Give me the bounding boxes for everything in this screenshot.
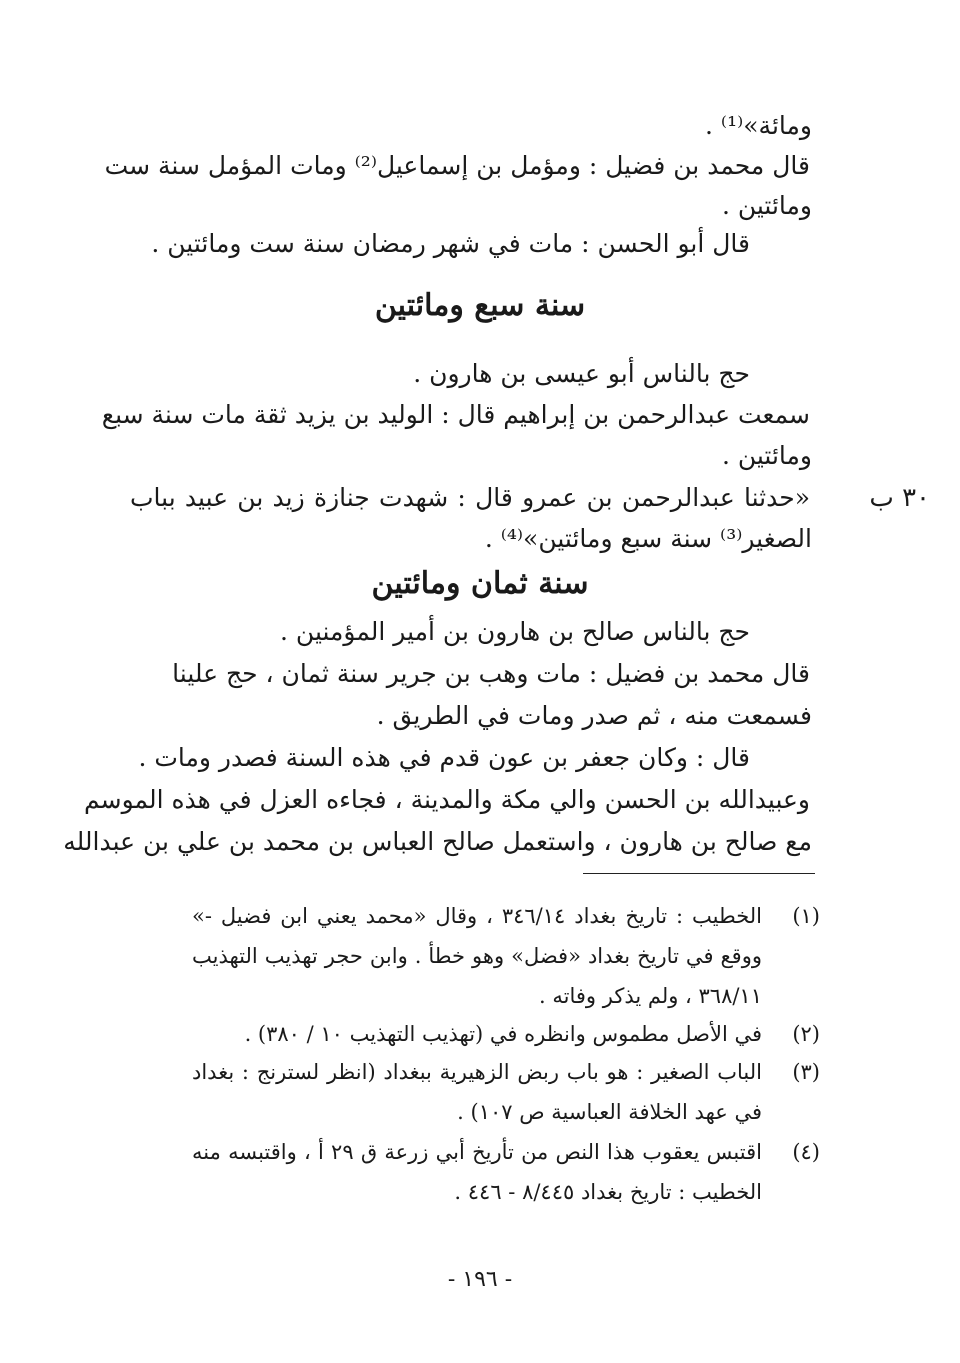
footnote-3-line-2: في عهد الخلافة العباسية ص ١٠٧) . [457,1100,762,1124]
footnote-1-line-1: الخطيب : تاريخ بغداد ٣٤٦/١٤ ، وقال «محمد يعني ابن فضيل -» [192,904,763,928]
body-line-14: وعبيدالله بن الحسن والي مكة والمدينة ، فجاءه العزل في هذه الموسم [84,785,810,814]
footnote-number-4: (٤) [792,1140,820,1164]
footnote-1-line-3: ٣٦٨/١١ ، ولم يذكر وفاته . [539,984,762,1008]
body-line-15: مع صالح بن هارون ، واستعمل صالح العباس بن محمد بن علي بن عبدالله [63,827,812,856]
footnote-3-line-1: الباب الصغير : هو باب ربض الزهيرية ببغداد (انظر لسترنج : بغداد [192,1060,762,1084]
footnote-number-2: (٢) [792,1022,820,1046]
footnote-2-line-1: في الأصل مطموس وانظره في (تهذيب التهذيب ١٠ / ٣٨٠) . [244,1022,762,1046]
footnote-1-line-2: ووقع في تاريخ بغداد «فضل» وهو خطأ . وابن حجر تهذيب التهذيب [192,944,762,968]
body-line-8: «حدثنا عبدالرحمن بن عمرو قال : شهدت جنازة زيد بن عبيد بباب [130,483,810,512]
footnote-number-1: (١) [792,904,820,928]
body-line-6: سمعت عبدالرحمن بن إبراهيم قال : الوليد بن يزيد ثقة مات سنة سبع [101,400,810,429]
page-number: - ١٩٦ - [447,1267,513,1292]
manuscript-folio-note: ٣٠ ب [869,483,930,513]
section-heading-207: سنة سبع ومائتين [374,288,586,323]
section-heading-208: سنة ثمان ومائتين [371,566,589,601]
body-line-7: ومائتين . [721,441,812,470]
body-line-13: قال : وكان جعفر بن عون قدم في هذه السنة فصدر ومات . [138,743,750,772]
body-line-11: قال محمد بن فضيل : مات وهب بن جرير سنة ثمان ، حج علينا [172,659,810,688]
footnote-separator [583,873,815,874]
body-line-10: حج بالناس صالح بن هارون بن أمير المؤمنين . [280,617,750,646]
body-line-2: قال محمد بن فضيل : ومؤمل بن إسماعيل⁽²⁾ ومات المؤمل سنة ست [104,151,810,180]
footnote-4-line-2: الخطيب : تاريخ بغداد ٨/٤٤٥ - ٤٤٦ . [454,1180,762,1204]
body-line-5: حج بالناس أبو عيسى بن هارون . [413,359,750,388]
footnote-4-line-1: اقتبس يعقوب هذا النص من تأريخ أبي زرعة ق ٢٩ أ ، واقتبسه منه [192,1140,762,1164]
body-line-3: ومائتين . [721,191,812,220]
body-line-1: ومائة»⁽¹⁾ . [705,111,812,140]
body-line-4: قال أبو الحسن : مات في شهر رمضان سنة ست ومائتين . [151,229,750,258]
body-line-9: الصغير⁽³⁾ سنة سبع ومائتين»⁽⁴⁾ . [484,524,812,553]
body-line-12: فسمعت منه ، ثم صدر ومات في الطريق . [376,701,812,730]
footnote-number-3: (٣) [792,1060,820,1084]
